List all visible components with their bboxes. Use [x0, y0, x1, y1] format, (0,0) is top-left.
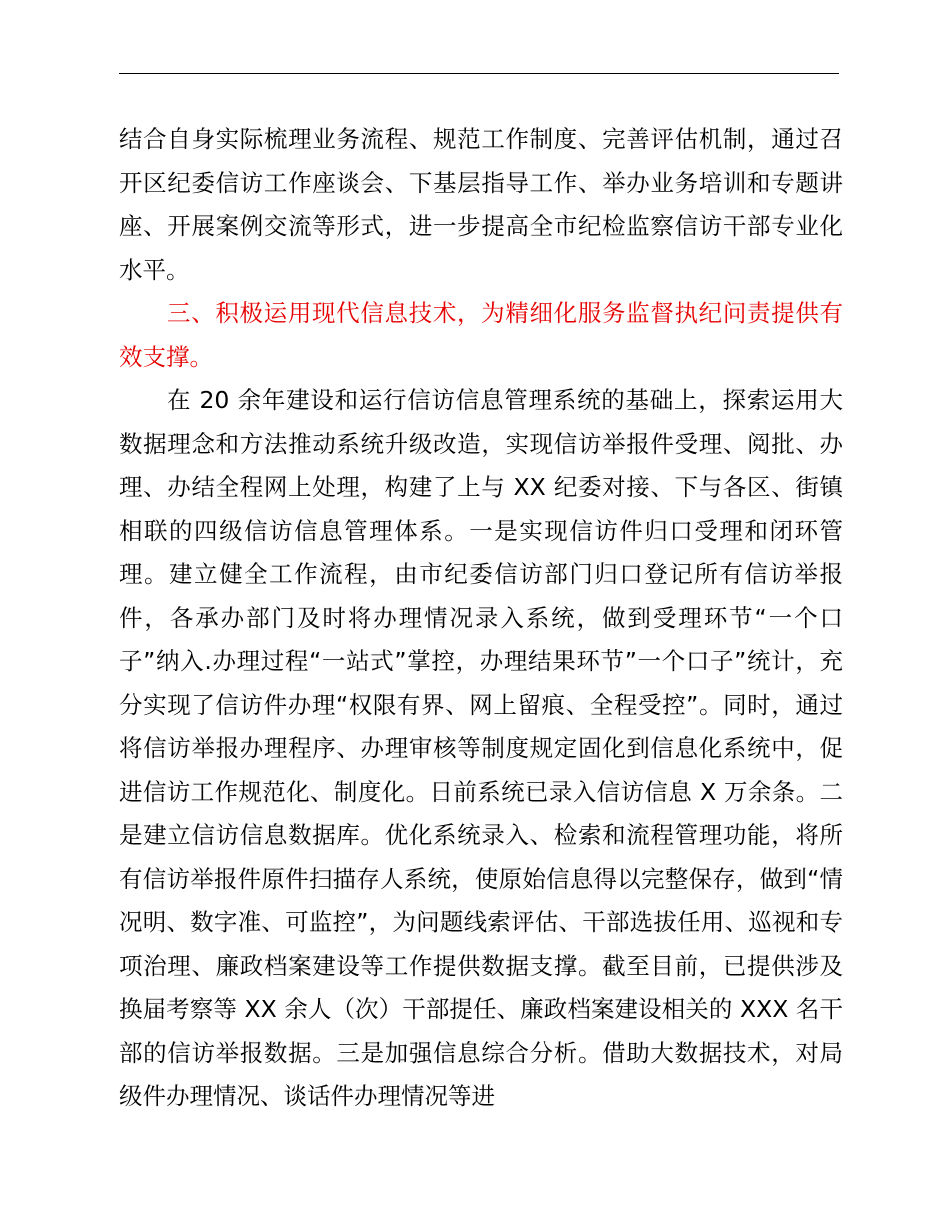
section-heading-three: 三、积极运用现代信息技术，为精细化服务监督执纪问责提供有效支撑。 [119, 299, 843, 371]
paragraph-section-three-body: 在 20 余年建设和运行信访信息管理系统的基础上，探索运用大数据理念和方法推动系统升级改造，实现信访举报件受理、阅批、办理、办结全程网上处理，构建了上与 XX 纪委对接、下与各区、街镇相联的四级信访信息管理体系。一是实现信访件归口受理和闭环管理。建立健全工作流程，由市纪委信访部门归口登记所有信访举报件，各承办部门及时将办理情况录入系统，做到受理环节“一个口子”纳入.办理过程“一站式”掌控，办理结果环节”一个口子”统计，充分实现了信访件办理“权限有界、网上留痕、全程受控”。同时，通过将信访举报办理程序、办理审核等制度规定固化到信息化系统中，促进信访工作规范化、制度化。日前系统已录入信访信息 X 万余条。二是建立信访信息数据库。优化系统录入、检索和流程管理功能，将所有信访举报件原件扫描存人系统，使原始信息得以完整保存，做到“情况明、数字准、可监控”，为问题线索评估、干部选拔任用、巡视和专项治理、廉政档案建设等工作提供数据支撑。截至目前，已提供涉及换届考察等 XX 余人（次）干部提任、廉政档案建设相关的 XXX 名干部的信访举报数据。三是加强信息综合分析。借助大数据技术，对局级件办理情况、谈话件办理情况等进 [119, 386, 843, 1110]
document-body [119, 118, 843, 1119]
paragraph-continuation: 结合自身实际梳理业务流程、规范工作制度、完善评估机制，通过召开区纪委信访工作座谈会、下基层指导工作、举办业务培训和专题讲座、开展案例交流等形式，进一步提高全市纪检监察信访干部专业化水平。 [119, 125, 843, 284]
header-rule [119, 73, 839, 74]
